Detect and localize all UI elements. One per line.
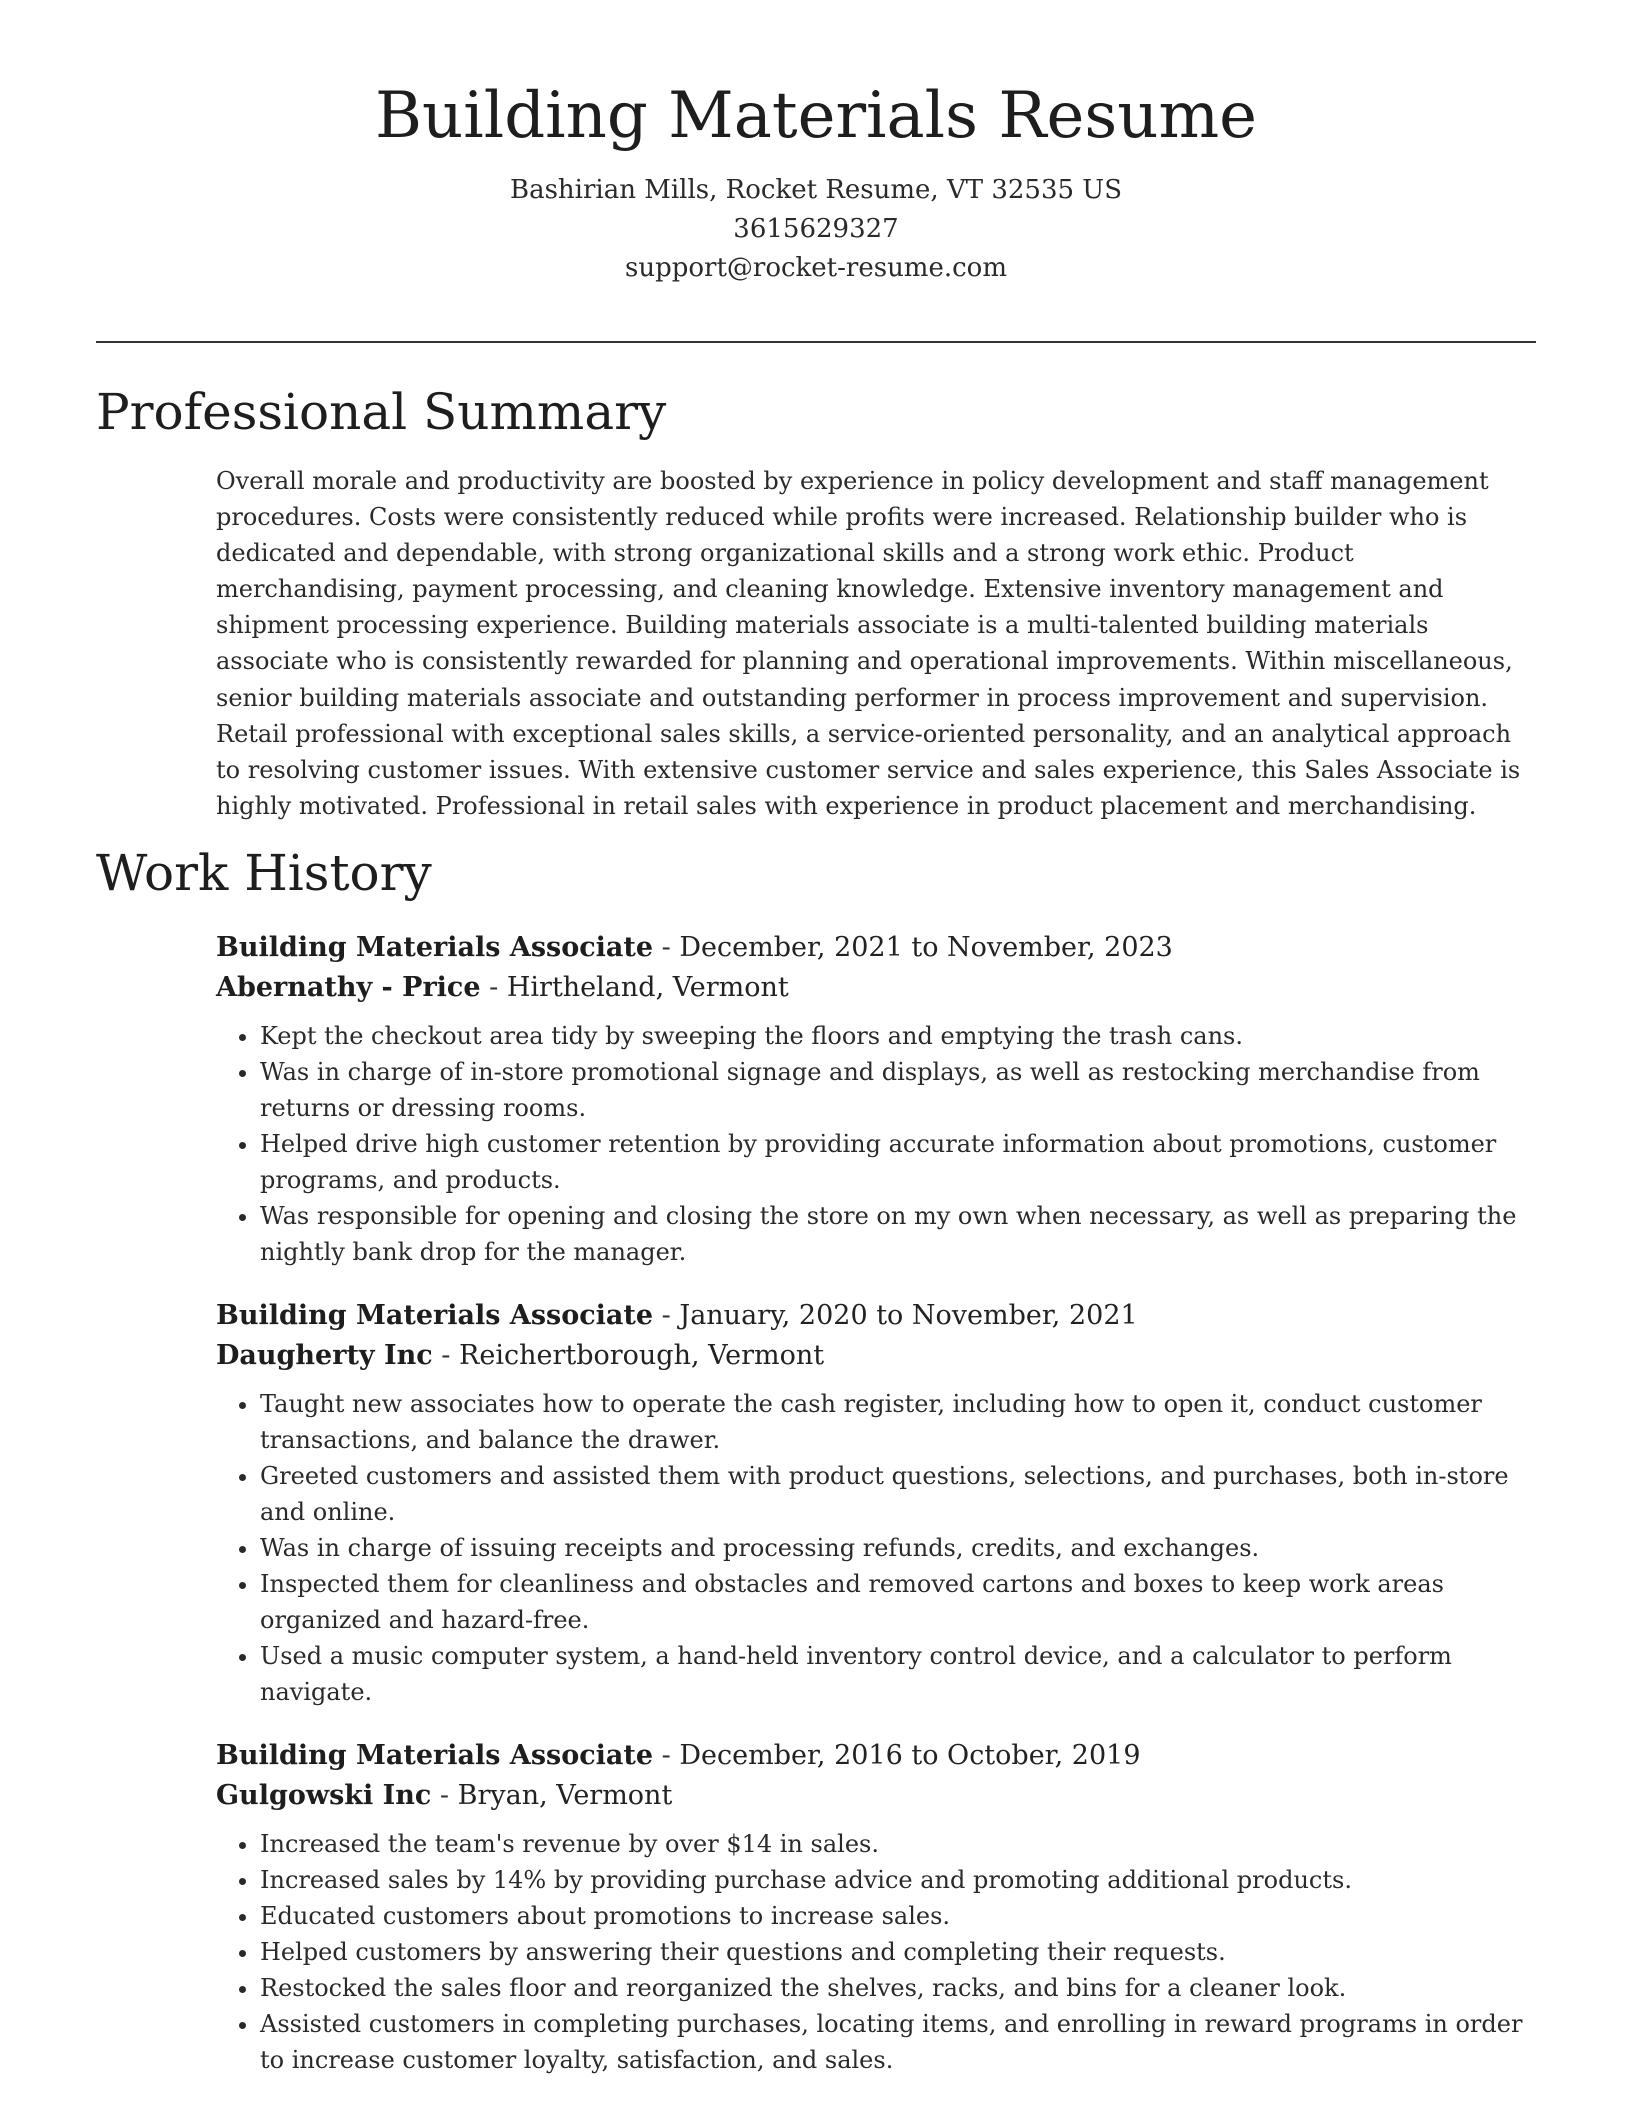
bullet-item: • Taught new associates how to operate the cash register, including how to open it, conduct customer transactions, and balance the drawer.	[260, 1386, 1534, 1458]
header-divider	[96, 341, 1536, 343]
job-bullets	[216, 1386, 1534, 1710]
bullet-item: • Helped drive high customer retention by providing accurate information about promotions, customer programs, and products.	[260, 1126, 1534, 1198]
job-location: Hirtheland, Vermont	[506, 972, 789, 1003]
job-company-line	[216, 1336, 1534, 1376]
separator: -	[432, 1340, 460, 1371]
bullet-item: • Helped customers by answering their questions and completing their requests.	[260, 1934, 1534, 1970]
job-company: Daugherty Inc	[216, 1340, 433, 1371]
work-history-heading: Work History	[96, 844, 432, 902]
job-company-line	[216, 968, 1534, 1008]
job-title: Building Materials Associate	[216, 932, 654, 963]
resume-header	[0, 0, 1632, 288]
bullet-item: • Used a music computer system, a hand-held inventory control device, and a calculator to perform navigate.	[260, 1638, 1534, 1710]
separator: -	[653, 1300, 680, 1331]
separator: -	[653, 1740, 680, 1771]
separator: -	[653, 932, 680, 963]
bullet-item: • Greeted customers and assisted them with product questions, selections, and purchases, both in-store and online.	[260, 1458, 1534, 1530]
bullet-item: • Educated customers about promotions to increase sales.	[260, 1898, 1534, 1934]
bullet-item: • Was responsible for opening and closing the store on my own when necessary, as well as preparing the nightly bank drop for the manager.	[260, 1198, 1534, 1270]
separator: -	[480, 972, 507, 1003]
job-company-line	[216, 1776, 1534, 1816]
job-dates: December, 2016 to October, 2019	[679, 1740, 1141, 1771]
job-title: Building Materials Associate	[216, 1300, 654, 1331]
job-title-line	[216, 928, 1534, 968]
job-dates: December, 2021 to November, 2023	[679, 932, 1173, 963]
job-title-line	[216, 1296, 1534, 1336]
job-dates: January, 2020 to November, 2021	[679, 1300, 1138, 1331]
bullet-item: • Restocked the sales floor and reorganized the shelves, racks, and bins for a cleaner look.	[260, 1970, 1534, 2006]
job-company: Abernathy - Price	[216, 972, 481, 1003]
job-entry	[216, 928, 1534, 1270]
bullet-item: • Was in charge of in-store promotional signage and displays, as well as restocking merchandise from returns or dressing rooms.	[260, 1054, 1534, 1126]
separator: -	[431, 1780, 458, 1811]
summary-heading: Professional Summary	[96, 383, 667, 441]
job-location: Reichertborough, Vermont	[459, 1340, 825, 1371]
bullet-item: • Kept the checkout area tidy by sweeping the floors and emptying the trash cans.	[260, 1018, 1534, 1054]
contact-block	[0, 171, 1632, 288]
document-title: Building Materials Resume	[375, 79, 1257, 153]
work-history-list	[216, 928, 1534, 2104]
bullet-item: • Inspected them for cleanliness and obstacles and removed cartons and boxes to keep work areas organized and hazard-free.	[260, 1566, 1534, 1638]
summary-text: Overall morale and productivity are boosted by experience in policy development and staff management procedures. Costs were consistently reduced while profits were increased. Relationship builder who is dedicated and dependable, with strong organizational skills and a strong work ethic. Product merchandising, payment processing, and cleaning knowledge. Extensive inventory management and shipment processing experience. Building materials associate is a multi-talented building materials associate who is consistently rewarded for planning and operational improvements. Within miscellaneous, senior building materials associate and outstanding performer in process improvement and supervision. Retail professional with exceptional sales skills, a service-oriented personality, and an analytical approach to resolving customer issues. With extensive customer service and sales experience, this Sales Associate is highly motivated. Professional in retail sales with experience in product placement and merchandising.	[216, 467, 1521, 820]
job-title-line	[216, 1736, 1534, 1776]
job-bullets	[216, 1018, 1534, 1270]
bullet-item: • Increased the team's revenue by over $14 in sales.	[260, 1826, 1534, 1862]
bullet-item: • Was in charge of issuing receipts and processing refunds, credits, and exchanges.	[260, 1530, 1534, 1566]
bullet-item: • Increased sales by 14% by providing purchase advice and promoting additional products.	[260, 1862, 1534, 1898]
job-company: Gulgowski Inc	[216, 1780, 432, 1811]
job-entry	[216, 1296, 1534, 1710]
contact-phone: 3615629327	[733, 213, 899, 244]
contact-email: support@rocket-resume.com	[624, 252, 1007, 283]
job-location: Bryan, Vermont	[457, 1780, 673, 1811]
job-entry	[216, 1736, 1534, 2078]
contact-address: Bashirian Mills, Rocket Resume, VT 32535 US	[509, 174, 1123, 205]
bullet-item: • Assisted customers in completing purchases, locating items, and enrolling in reward programs in order to increase customer loyalty, satisfaction, and sales.	[260, 2006, 1534, 2078]
job-title: Building Materials Associate	[216, 1740, 654, 1771]
job-bullets	[216, 1826, 1534, 2078]
